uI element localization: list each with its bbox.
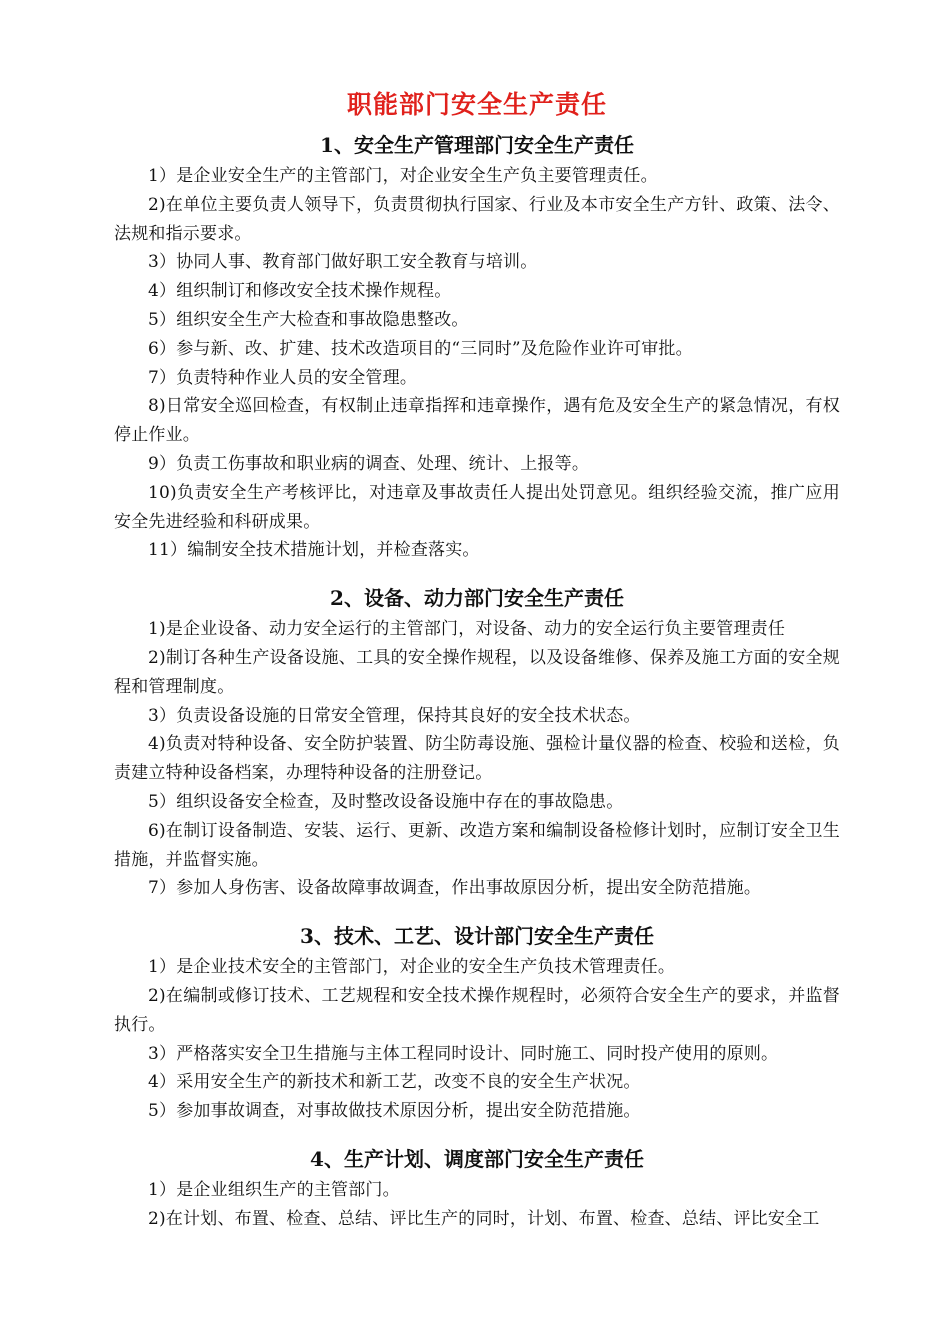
paragraph: 11）编制安全技术措施计划，并检查落实。 bbox=[148, 540, 480, 561]
paragraph: 4)负责对特种设备、安全防护装置、防尘防毒设施、强检计量仪器的检查、校验和送检，负责建立特种设备档案，办理特种设备的注册登记。 bbox=[114, 734, 840, 784]
paragraph: 2)制订各种生产设备设施、工具的安全操作规程，以及设备维修、保养及施工方面的安全规程和管理制度。 bbox=[114, 647, 840, 697]
paragraph: 5）组织设备安全检查，及时整改设备设施中存在的事故隐患。 bbox=[148, 791, 624, 812]
paragraph: 3）严格落实安全卫生措施与主体工程同时设计、同时施工、同时投产使用的原则。 bbox=[148, 1043, 779, 1064]
paragraph: 2)在单位主要负责人领导下，负责贯彻执行国家、行业及本市安全生产方针、政策、法令、法规和指示要求。 bbox=[114, 194, 840, 244]
paragraph: 3）协同人事、教育部门做好职工安全教育与培训。 bbox=[148, 252, 538, 273]
paragraph: 2)在计划、布置、检查、总结、评比生产的同时，计划、布置、检查、总结、评比安全工 bbox=[148, 1208, 820, 1229]
paragraph: 9）负责工伤事故和职业病的调查、处理、统计、上报等。 bbox=[148, 453, 590, 474]
paragraph: 6)在制订设备制造、安装、运行、更新、改造方案和编制设备检修计划时，应制订安全卫生措施，并监督实施。 bbox=[114, 820, 840, 870]
paragraph: 2)在编制或修订技术、工艺规程和安全技术操作规程时，必须符合安全生产的要求，并监督执行。 bbox=[114, 985, 840, 1035]
section-1 bbox=[114, 130, 840, 565]
paragraph: 4）组织制订和修改安全技术操作规程。 bbox=[148, 281, 452, 302]
paragraph: 6）参与新、改、扩建、技术改造项目的“三同时”及危险作业许可审批。 bbox=[148, 338, 693, 359]
paragraph: 5）参加事故调查，对事故做技术原因分析，提出安全防范措施。 bbox=[148, 1101, 641, 1122]
section-heading: 1、安全生产管理部门安全生产责任 bbox=[320, 133, 634, 157]
section-4 bbox=[114, 1144, 840, 1234]
paragraph: 10)负责安全生产考核评比，对违章及事故责任人提出处罚意见。组织经验交流，推广应用安全先进经验和科研成果。 bbox=[114, 482, 840, 532]
paragraph: 7）负责特种作业人员的安全管理。 bbox=[148, 367, 418, 388]
section-2 bbox=[114, 583, 840, 903]
paragraph: 1）是企业安全生产的主管部门，对企业安全生产负主要管理责任。 bbox=[148, 166, 658, 186]
section-heading: 4、生产计划、调度部门安全生产责任 bbox=[310, 1146, 644, 1171]
paragraph: 1）是企业组织生产的主管部门。 bbox=[148, 1179, 400, 1200]
paragraph: 3）负责设备设施的日常安全管理，保持其良好的安全技术状态。 bbox=[148, 705, 641, 726]
section-3 bbox=[114, 921, 840, 1126]
paragraph: 5）组织安全生产大检查和事故隐患整改。 bbox=[148, 309, 469, 330]
paragraph: 1)是企业设备、动力安全运行的主管部门，对设备、动力的安全运行负主要管理责任 bbox=[148, 619, 786, 640]
paragraph: 1）是企业技术安全的主管部门，对企业的安全生产负技术管理责任。 bbox=[148, 957, 676, 978]
document-title: 职能部门安全生产责任 bbox=[346, 90, 607, 119]
section-heading: 3、技术、工艺、设计部门安全生产责任 bbox=[300, 924, 654, 949]
paragraph: 7）参加人身伤害、设备故障事故调查，作出事故原因分析，提出安全防范措施。 bbox=[148, 878, 762, 899]
paragraph: 4）采用安全生产的新技术和新工艺，改变不良的安全生产状况。 bbox=[148, 1072, 641, 1093]
paragraph: 8)日常安全巡回检查，有权制止违章指挥和违章操作，遇有危及安全生产的紧急情况，有权停止作业。 bbox=[114, 396, 840, 446]
section-heading: 2、设备、动力部门安全生产责任 bbox=[330, 586, 624, 611]
